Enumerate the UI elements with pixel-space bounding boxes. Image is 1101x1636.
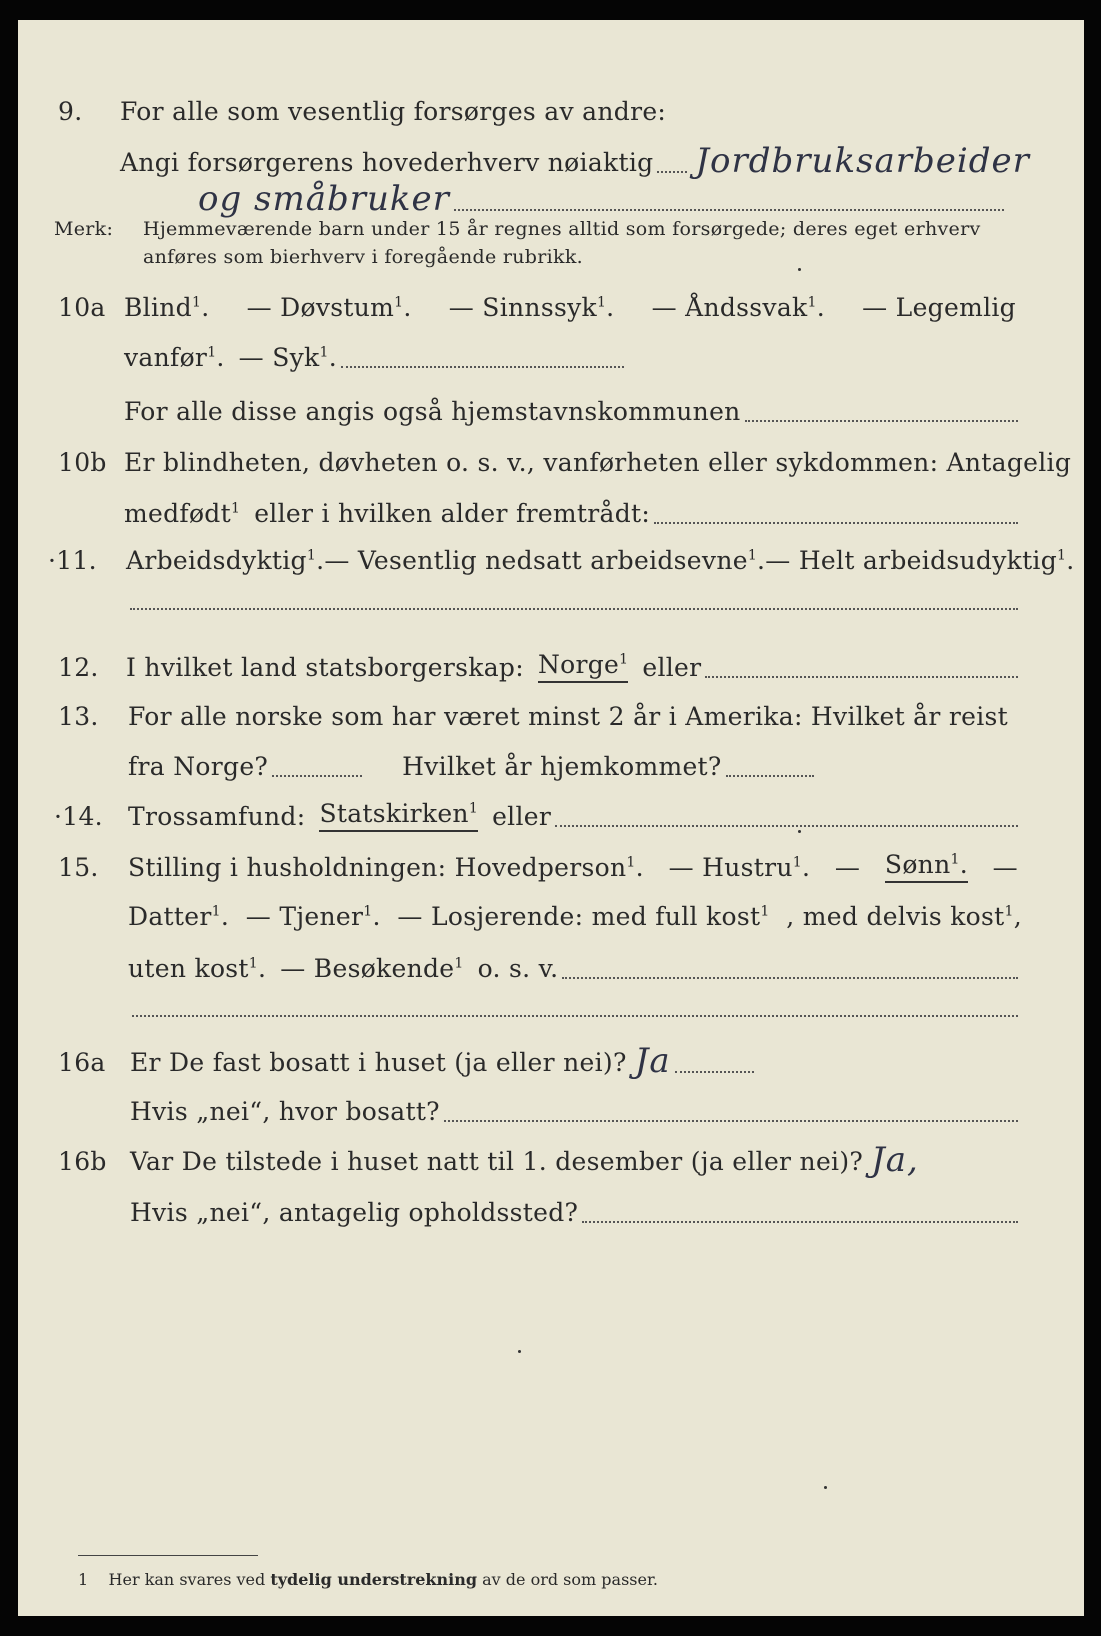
option-delvis-kost[interactable]: , med delvis kost$^1$, [786,902,1022,931]
q10b-number: 10b [58,448,107,477]
q15-osv: o. s. v. [477,954,559,983]
q13-question: For alle norske som har været minst 2 år i Amerika: Hvilket år reist [128,702,1009,731]
q14-answer-line[interactable] [555,825,1018,827]
q9-answer-line-2[interactable] [454,209,1004,211]
option-besokende[interactable]: — Besøkende$^1$ [280,954,464,983]
census-form-page [18,20,1084,1616]
option-hovedperson[interactable]: Stilling i husholdningen: Hovedperson$^1$. [128,853,644,882]
dash: — [834,853,861,882]
footnote-text-a: Her kan svares ved [108,1570,266,1589]
q12-answer-line[interactable] [705,676,1018,678]
q16a-handwritten-answer: Ja [634,1041,671,1081]
dash: — [992,853,1018,882]
option-datter[interactable]: Datter$^1$. [128,902,230,931]
option-statskirken-underlined[interactable]: Statskirken$^1$ [319,799,478,832]
footnote [78,1555,658,1589]
q10a-hjemstavn-line[interactable] [745,420,1018,422]
q16b-number: 16b [58,1147,107,1176]
option-sinnssyk[interactable]: — Sinnssyk$^1$. [448,293,615,322]
q10a-hjemstavn-label: For alle disse angis også hjemstavnskommunen [124,397,741,426]
q12-eller: eller [642,653,702,682]
q16a-bosatt-label: Hvis „nei“, hvor bosatt? [130,1097,440,1126]
q11-number: ·11. [48,546,97,575]
q16b-handwritten-answer: Ja, [871,1140,919,1180]
q10b-alder-line[interactable] [654,522,1018,524]
q16a-number: 16a [58,1048,106,1077]
q13-reist-label: fra Norge? [128,752,269,781]
option-tjener[interactable]: — Tjener$^1$. [245,902,381,931]
option-sonn-underlined[interactable]: Sønn$^1$. [885,850,968,883]
option-legemlig[interactable]: — Legemlig [862,293,1016,322]
q14-number: ·14. [54,802,103,831]
q10a-number: 10a [58,293,106,322]
q16b-opholdssted-label: Hvis „nei“, antagelig opholdssted? [130,1198,579,1227]
merk-label: Merk: [54,218,114,240]
q9-number: 9. [58,97,83,126]
option-syk[interactable]: — Syk$^1$. [238,343,337,372]
q14-label: Trossamfund: [128,802,306,831]
q9-question: For alle som vesentlig forsørges av andre: [120,97,667,126]
q16b-opholdssted-line[interactable] [582,1221,1018,1223]
q12-number: 12. [58,653,99,682]
option-andssvak[interactable]: — Åndssvak$^1$. [651,293,825,322]
option-nedsatt[interactable]: — Vesentlig nedsatt arbeidsevne$^1$. [324,546,766,575]
paper-speck [798,268,801,271]
option-blind[interactable]: Blind$^1$. [124,293,210,322]
q13-reist-line[interactable] [272,775,362,777]
paper-speck [824,1486,827,1489]
option-vanfor[interactable]: vanfør$^1$. [124,343,225,372]
footnote-mark: 1 [78,1570,89,1589]
footnote-text-b: tydelig understrekning [270,1570,478,1589]
q11-answer-line[interactable] [130,608,1018,610]
option-uten-kost[interactable]: uten kost$^1$. [128,954,267,983]
q12-label: I hvilket land statsborgerskap: [126,653,524,682]
q9-handwritten-answer-cont: og småbruker [198,179,450,219]
option-hustru[interactable]: — Hustru$^1$. [668,853,811,882]
merk-text-2: anføres som bierhverv i foregående rubrikk. [143,246,583,268]
option-dovstum[interactable]: — Døvstum$^1$. [246,293,412,322]
q13-hjemkommet-label: Hvilket år hjemkommet? [402,752,722,781]
option-full-kost[interactable]: — Losjerende: med full kost$^1$ [397,902,770,931]
option-arbeidsdyktig[interactable]: Arbeidsdyktig$^1$. [126,546,325,575]
q13-hjemkommet-line[interactable] [726,775,814,777]
q16b-question: Var De tilstede i huset natt til 1. desember (ja eller nei)? [130,1147,864,1176]
merk-text-1: Hjemmeværende barn under 15 år regnes alltid som forsørgede; deres eget erhverv [143,218,981,240]
option-norge-underlined[interactable]: Norge$^1$ [538,650,628,683]
option-medfodt[interactable]: medfødt$^1$ [124,499,241,528]
q16a-question: Er De fast bosatt i huset (ja eller nei)? [130,1048,627,1077]
q10b-question: Er blindheten, døvheten o. s. v., vanførheten eller sykdommen: Antagelig [124,448,1072,477]
q15-number: 15. [58,853,99,882]
q15-answer-line[interactable] [562,977,1018,979]
footnote-text-c: av de ord som passer. [482,1570,658,1589]
q16a-bosatt-line[interactable] [444,1120,1018,1122]
q9-handwritten-answer: Jordbruksarbeider [695,141,1030,181]
paper-speck [518,1350,521,1353]
option-arbeidsudyktig[interactable]: — Helt arbeidsudyktig$^1$. [765,546,1075,575]
q13-number: 13. [58,702,99,731]
q10a-syk-line[interactable] [341,366,624,368]
q14-eller: eller [492,802,552,831]
q15-answer-line-2[interactable] [132,1015,1018,1017]
q9-label-hovederhverv: Angi forsørgerens hovederhverv nøiaktig [120,148,654,177]
paper-speck [798,830,801,833]
q10b-alder-label: eller i hvilken alder fremtrådt: [254,499,651,528]
q9-answer-line[interactable] [657,171,687,173]
q16a-answer-line[interactable] [675,1071,754,1073]
